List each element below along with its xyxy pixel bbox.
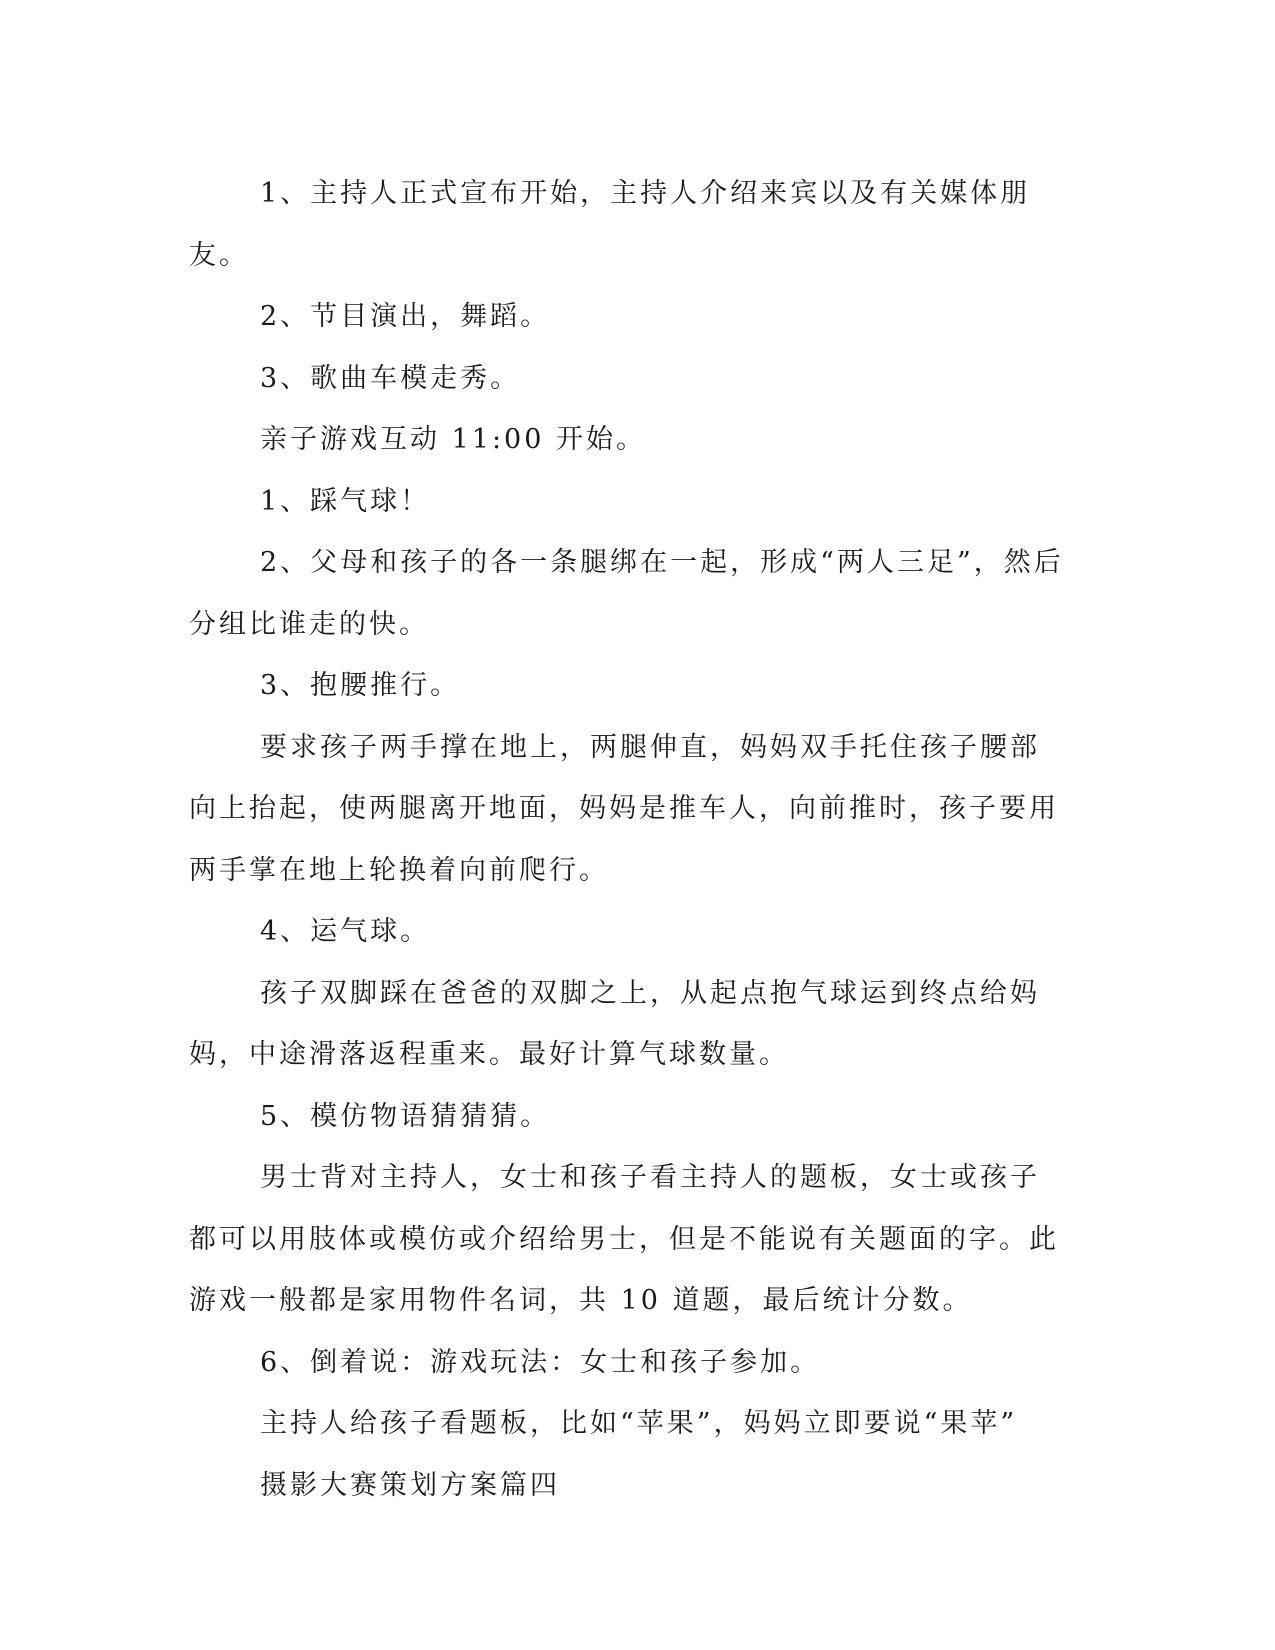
- paragraph-game-carry-balloon: 4、运气球。: [260, 916, 431, 947]
- document-body: [189, 163, 1069, 1516]
- paragraph-carry-balloon-rules: 孩子双脚踩在爸爸的双脚之上，从起点抱气球运到终点给妈妈，中途滑落返程重来。最好计算气球数量。: [189, 977, 1040, 1070]
- paragraph-game-balloon-stomp: 1、踩气球！: [260, 485, 431, 517]
- paragraph-say-backwards-rules: 主持人给孩子看题板，比如“苹果”，妈妈立即要说“果苹”: [260, 1408, 1018, 1439]
- paragraph-host-opening: 1、主持人正式宣布开始，主持人介绍来宾以及有关媒体朋友。: [189, 178, 1031, 271]
- paragraph-game-three-legs: 2、父母和孩子的各一条腿绑在一起，形成“两人三足”，然后分组比谁走的快。: [189, 547, 1064, 640]
- paragraph-car-model-show: 3、歌曲车模走秀。: [260, 362, 521, 394]
- paragraph-section-heading: 摄影大赛策划方案篇四: [260, 1469, 560, 1501]
- paragraph-game-waist-push: 3、抱腰推行。: [260, 670, 461, 701]
- paragraph-waist-push-rules: 要求孩子两手撑在地上，两腿伸直，妈妈双手托住孩子腰部向上抬起，使两腿离开地面，妈妈是推车人，向前推时，孩子要用两手掌在地上轮换着向前爬行。: [189, 731, 1059, 886]
- paragraph-game-say-backwards: 6、倒着说：游戏玩法：女士和孩子参加。: [260, 1346, 821, 1378]
- paragraph-dance-show: 2、节目演出，舞蹈。: [260, 301, 551, 332]
- paragraph-imitation-guess-rules: 男士背对主持人，女士和孩子看主持人的题板，女士或孩子都可以用肢体或模仿或介绍给男士，但是不能说有关题面的字。此游戏一般都是家用物件名词，共 10 道题，最后统计分数。: [189, 1162, 1059, 1316]
- paragraph-game-imitation-guess: 5、模仿物语猜猜猜。: [260, 1100, 551, 1132]
- paragraph-parent-child-games: 亲子游戏互动 11:00 开始。: [260, 424, 646, 455]
